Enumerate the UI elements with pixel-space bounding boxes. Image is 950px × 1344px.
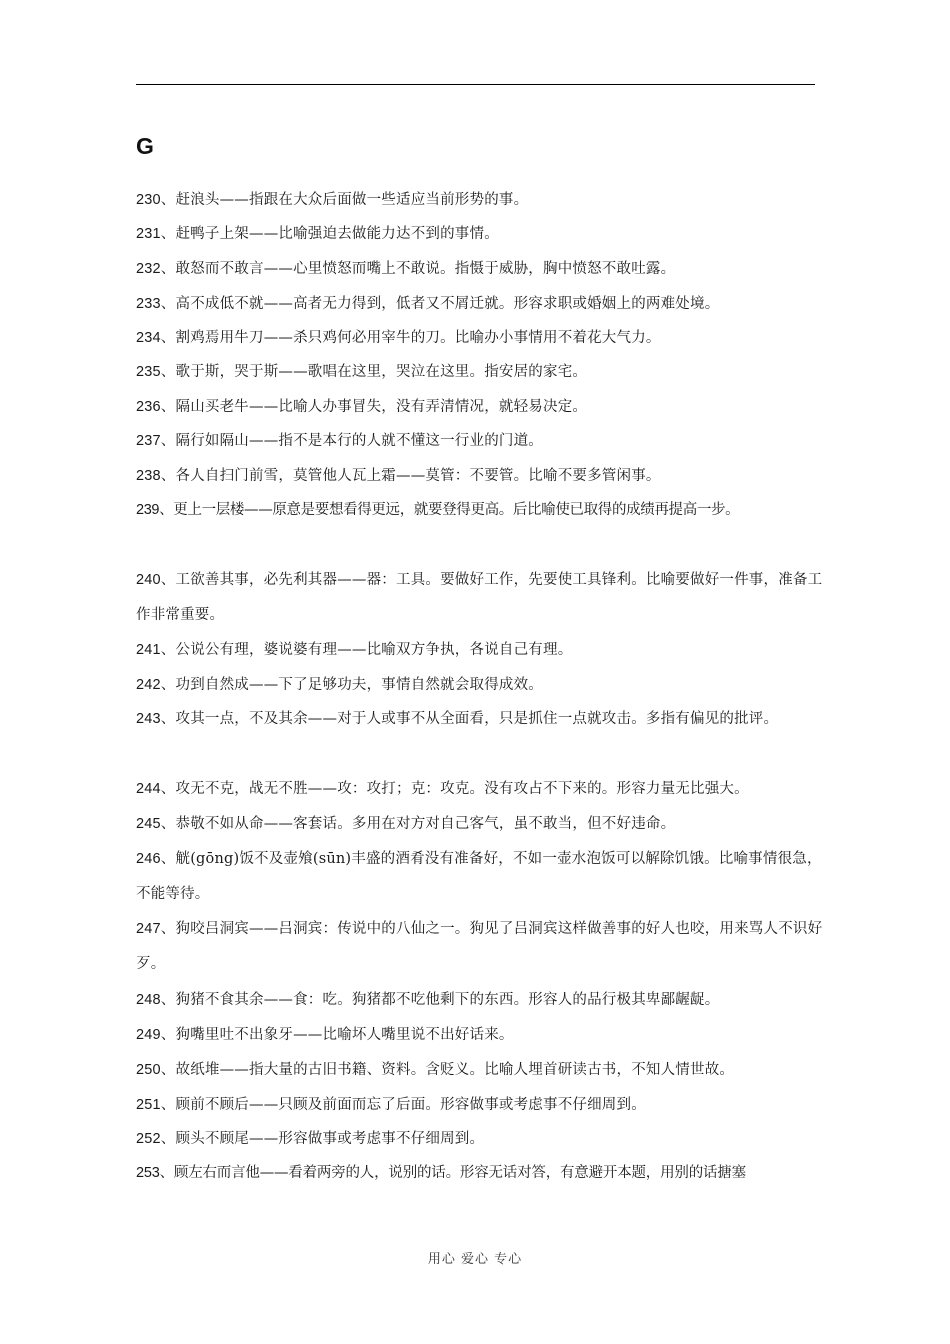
entry-text: 、故纸堆——指大量的古旧书籍、资料。含贬义。比喻人埋首研读古书，不知人情世故。 xyxy=(160,1062,735,1078)
entry-242 xyxy=(136,668,826,703)
entry-number: 234 xyxy=(136,330,161,346)
entry-text: 、更上一层楼——原意是要想看得更远，就要登得更高。后比喻使已取得的成绩再提高一步。 xyxy=(159,502,740,518)
entry-text: 、赶浪头——指跟在大众后面做一些适应当前形势的事。 xyxy=(160,192,529,208)
entry-243 xyxy=(136,702,826,737)
entry-number: 243 xyxy=(136,711,161,727)
entry-number: 235 xyxy=(136,364,161,380)
entry-text: 、攻其一点，不及其余——对于人或事不从全面看，只是抓住一点就攻击。多指有偏见的批评。 xyxy=(160,711,779,727)
entry-number: 253 xyxy=(136,1165,160,1181)
entry-number: 242 xyxy=(136,677,161,693)
entry-number: 250 xyxy=(136,1062,161,1078)
entry-number: 233 xyxy=(136,296,161,312)
entry-text: 、顾左右而言他——看着两旁的人，说别的话。形容无话对答，有意避开本题，用别的话搪塞 xyxy=(159,1165,746,1181)
entry-number: 238 xyxy=(136,468,161,484)
entry-text: 、隔山买老牛——比喻人办事冒失，没有弄清情况，就轻易决定。 xyxy=(160,399,588,415)
entry-number: 246 xyxy=(136,851,161,867)
entry-239 xyxy=(136,493,826,528)
entry-text: 、高不成低不就——高者无力得到，低者又不屑迁就。形容求职或婚姻上的两难处境。 xyxy=(160,296,720,312)
entry-number: 244 xyxy=(136,781,161,797)
entry-text: 、工欲善其事，必先利其器——器：工具。要做好工作，先要使工具锋利。比喻要做好一件事，准备工作非常重要。 xyxy=(136,572,823,623)
entry-235 xyxy=(136,355,826,390)
entry-237 xyxy=(136,424,826,459)
section-heading: G xyxy=(136,133,154,159)
entry-text: 、各人自扫门前雪，莫管他人瓦上霜——莫管：不要管。比喻不要多管闲事。 xyxy=(160,468,661,484)
entry-number: 251 xyxy=(136,1097,161,1113)
entry-231 xyxy=(136,217,826,252)
entry-text: 、敢怒而不敢言——心里愤怒而嘴上不敢说。指慑于威胁，胸中愤怒不敢吐露。 xyxy=(160,261,676,277)
entry-251 xyxy=(136,1088,826,1123)
entry-252 xyxy=(136,1122,826,1157)
entry-234 xyxy=(136,321,826,356)
entry-text: 、觥(gōng)饭不及壶飧(sūn)丰盛的酒肴没有准备好，不如一壶水泡饭可以解除饥饿。比喻事情很急，不能等待。 xyxy=(136,851,822,902)
entry-number: 245 xyxy=(136,816,161,832)
page-footer: 用心 爱心 专心 xyxy=(427,1252,523,1267)
entry-230 xyxy=(136,183,826,218)
entry-number: 247 xyxy=(136,921,161,937)
entry-text: 、赶鸭子上架——比喻强迫去做能力达不到的事情。 xyxy=(160,226,499,242)
entry-number: 236 xyxy=(136,399,161,415)
entry-number: 248 xyxy=(136,992,161,1008)
entry-text: 、歌于斯，哭于斯——歌唱在这里，哭泣在这里。指安居的家宅。 xyxy=(160,364,588,380)
entry-248 xyxy=(136,983,826,1018)
entry-236 xyxy=(136,390,826,425)
entry-232 xyxy=(136,252,826,287)
header-rule xyxy=(136,84,815,85)
entry-text: 、狗猪不食其余——食：吃。狗猪都不吃他剩下的东西。形容人的品行极其卑鄙龌龊。 xyxy=(160,992,720,1008)
entry-text: 、割鸡焉用牛刀——杀只鸡何必用宰牛的刀。比喻办小事情用不着花大气力。 xyxy=(160,330,661,346)
entry-number: 239 xyxy=(136,502,160,518)
entry-text: 、攻无不克，战无不胜——攻：攻打；克：攻克。没有攻占不下来的。形容力量无比强大。 xyxy=(160,781,749,797)
entry-number: 249 xyxy=(136,1027,161,1043)
entry-number: 230 xyxy=(136,192,161,208)
entry-253 xyxy=(136,1156,826,1191)
entry-number: 252 xyxy=(136,1131,161,1147)
entry-text: 、恭敬不如从命——客套话。多用在对方对自己客气，虽不敢当，但不好违命。 xyxy=(160,816,676,832)
entry-number: 231 xyxy=(136,226,161,242)
entry-246 xyxy=(136,842,826,912)
entry-241 xyxy=(136,633,826,668)
entry-number: 241 xyxy=(136,642,161,658)
entry-249 xyxy=(136,1018,826,1053)
entry-233 xyxy=(136,287,826,322)
entry-text: 、顾头不顾尾——形容做事或考虑事不仔细周到。 xyxy=(160,1131,485,1147)
entry-number: 240 xyxy=(136,572,161,588)
entry-240 xyxy=(136,563,826,633)
entry-number: 237 xyxy=(136,433,161,449)
entry-245 xyxy=(136,807,826,842)
entry-text: 、隔行如隔山——指不是本行的人就不懂这一行业的门道。 xyxy=(160,433,543,449)
entry-238 xyxy=(136,459,826,494)
entry-number: 232 xyxy=(136,261,161,277)
entry-text: 、顾前不顾后——只顾及前面而忘了后面。形容做事或考虑事不仔细周到。 xyxy=(160,1097,646,1113)
entry-244 xyxy=(136,772,826,807)
entry-text: 、功到自然成——下了足够功夫，事情自然就会取得成效。 xyxy=(160,677,543,693)
entry-text: 、公说公有理，婆说婆有理——比喻双方争执，各说自己有理。 xyxy=(160,642,573,658)
entry-250 xyxy=(136,1053,826,1088)
entry-247 xyxy=(136,912,826,982)
entry-text: 、狗咬吕洞宾——吕洞宾：传说中的八仙之一。狗见了吕洞宾这样做善事的好人也咬，用来骂人不识好歹。 xyxy=(136,921,823,972)
entry-text: 、狗嘴里吐不出象牙——比喻坏人嘴里说不出好话来。 xyxy=(160,1027,514,1043)
